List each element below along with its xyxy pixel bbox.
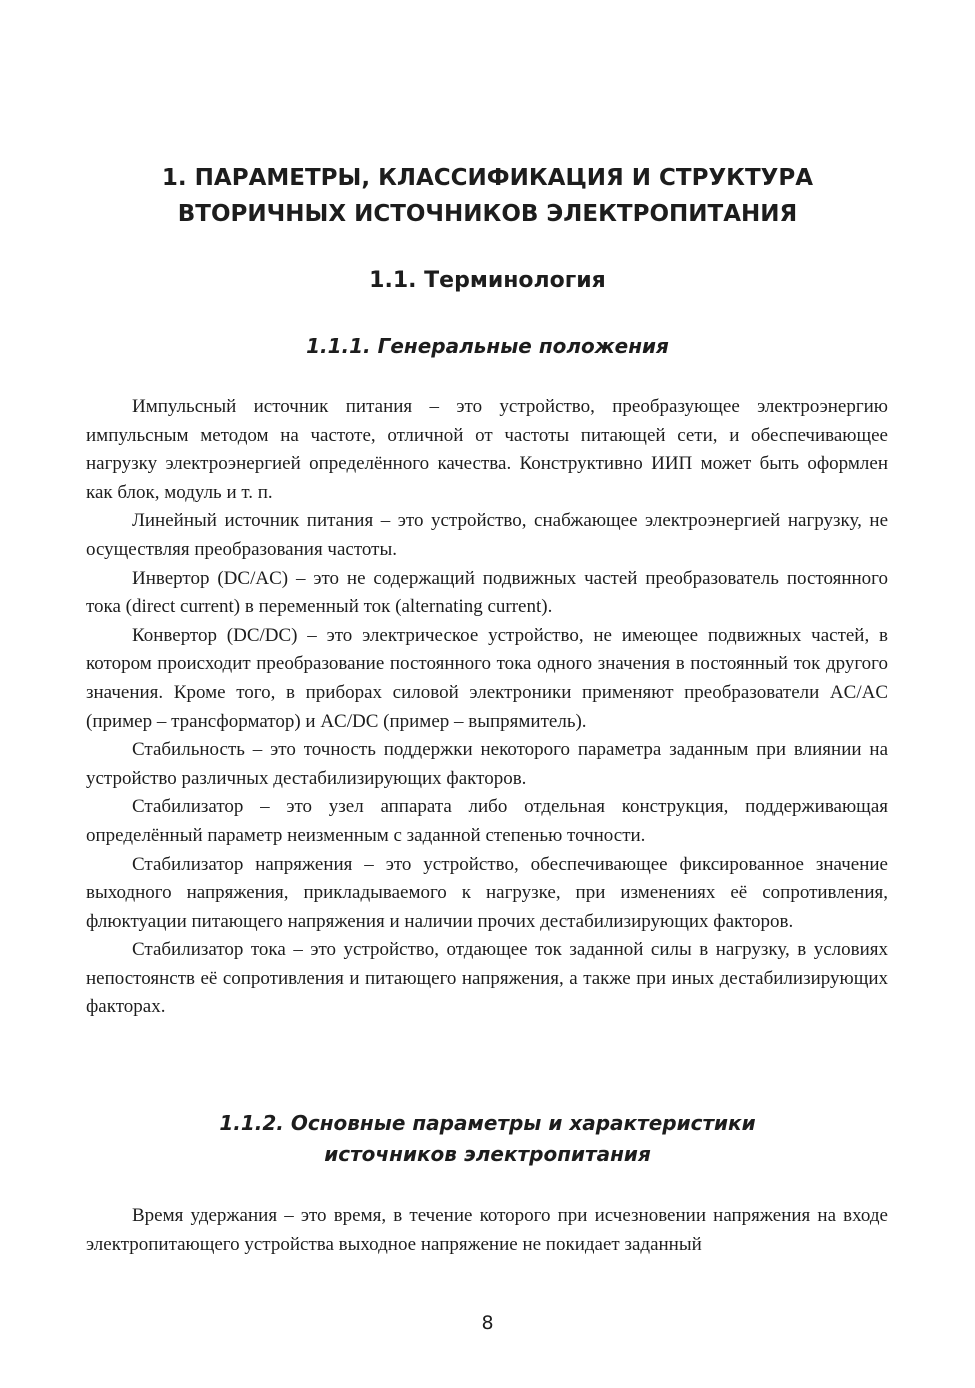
subsection-title-general-line: 1.1.1. Генеральные положения — [306, 334, 669, 358]
section-title: 1.1. Терминология — [369, 268, 606, 293]
chapter-title-line-1: 1. ПАРАМЕТРЫ, КЛАССИФИКАЦИЯ И СТРУКТУРА — [161, 165, 814, 191]
subsection-title-parameters — [80, 1108, 895, 1170]
subsection-title-parameters-line-2: источников электропитания — [324, 1142, 651, 1166]
paragraph-pulse-power-supply: Импульсный источник питания – это устройство, преобразующее электроэнергию импульсным методом на частоте, отличной от частоты питающей сети, и обеспечивающее нагрузку электроэнергией определённого качества. Конструктивно ИИП может быть оформлен как блок, модуль и т. п. — [86, 396, 888, 503]
paragraph-stabilizer: Стабилизатор – это узел аппарата либо отдельная конструкция, поддерживающая определённый параметр неизменным с заданной степенью точности. — [86, 796, 888, 846]
paragraph-inverter: Инвертор (DC/AC) – это не содержащий подвижных частей преобразователь постоянного тока (direct current) в переменный ток (alternating current). — [86, 567, 888, 618]
general-provisions-text — [86, 393, 888, 1022]
parameters-text — [86, 1202, 888, 1259]
subsection-title-parameters-line-1: 1.1.2. Основные параметры и характеристики — [219, 1111, 756, 1135]
page-number: 8 — [481, 1312, 494, 1334]
paragraph-current-stabilizer: Стабилизатор тока – это устройство, отдающее ток заданной силы в нагрузку, в условиях непостоянств её сопротивления и питающего напряжения, а также при иных дестабилизирующих факторах. — [86, 939, 888, 1018]
subsection-title-general — [80, 331, 895, 362]
chapter-title-line-2: ВТОРИЧНЫХ ИСТОЧНИКОВ ЭЛЕКТРОПИТАНИЯ — [177, 201, 798, 227]
paragraph-hold-up-time: Время удержания – это время, в течение которого при исчезновении напряжения на входе электропитающего устройства выходное напряжение не покидает заданный — [86, 1205, 888, 1255]
chapter-title — [80, 160, 895, 232]
paragraph-linear-power-supply: Линейный источник питания – это устройство, снабжающее электроэнергией нагрузку, не осуществляя преобразования частоты. — [86, 510, 888, 560]
paragraph-stability: Стабильность – это точность поддержки некоторого параметра заданным при влиянии на устройство различных дестабилизирующих факторов. — [86, 739, 888, 789]
paragraph-converter: Конвертор (DC/DC) – это электрическое устройство, не имеющее подвижных частей, в котором происходит преобразование постоянного тока одного значения в постоянный ток другого значения. Кроме того, в приборах силовой электроники применяют преобразователи AC/AC (пример – трансформатор) и AC/DC (пример – выпрямитель). — [86, 624, 888, 732]
paragraph-voltage-stabilizer: Стабилизатор напряжения – это устройство, обеспечивающее фиксированное значение выходного напряжения, прикладываемого к нагрузке, при изменениях её сопротивления, флюктуации питающего напряжения и наличии прочих дестабилизирующих факторов. — [86, 853, 888, 932]
